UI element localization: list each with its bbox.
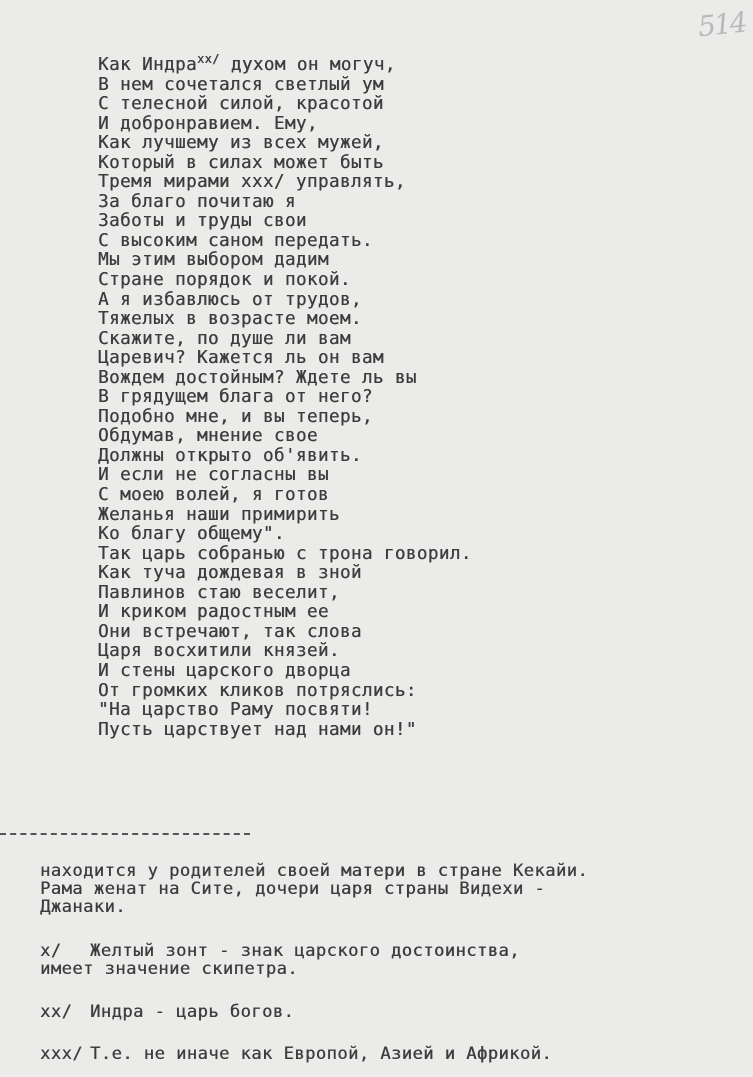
poem-line: Ко благу общему".	[98, 524, 285, 545]
poem-line-text: духом он могуч,	[219, 55, 396, 75]
poem-line: Желанья наши примирить	[98, 504, 340, 525]
footnote-text: Желтый зонт - знак царского достоинства,	[90, 941, 520, 961]
poem-line: С телесной силой, красотой	[98, 94, 384, 115]
footnote-reference-xx: xx/	[196, 52, 220, 66]
footnote-x	[40, 942, 740, 978]
poem-line: "На царство Раму посвяти!	[98, 700, 373, 721]
footnote-marker: x/	[40, 941, 62, 961]
footnote-xx	[40, 1003, 740, 1021]
poem-line: В нем сочетался светлый ум	[98, 74, 384, 95]
poem-line: Как лучшему из всех мужей,	[98, 133, 384, 154]
poem-line: Царевич? Кажется ль он вам	[98, 348, 384, 369]
poem-line: Обдумав, мнение свое	[98, 426, 318, 447]
poem-line-text: Как Индра	[98, 55, 197, 75]
poem-line: А я избавлюсь от трудов,	[98, 289, 362, 310]
poem-line: Вождем достойным? Ждете ль вы	[98, 367, 417, 388]
poem-line: От громких кликов потряслись:	[98, 680, 417, 701]
footnote-text: Индра - царь богов.	[90, 1002, 295, 1022]
footnote-continuation	[40, 862, 740, 916]
poem-line: Который в силах может быть	[98, 152, 384, 173]
poem-line: За благо почитаю я	[98, 191, 296, 212]
poem-line: И криком радостным ее	[98, 602, 329, 623]
poem-line: И стены царского дворца	[98, 660, 351, 681]
footnote-line	[40, 1003, 740, 1021]
poem-line: Тремя мирами xxx/ управлять,	[98, 172, 406, 193]
poem-line: И если не согласны вы	[98, 465, 329, 486]
poem-line: С высоким саном передать.	[98, 230, 373, 251]
poem-line: Так царь собранью с трона говорил.	[98, 543, 472, 564]
poem-line: И добронравием. Ему,	[98, 113, 318, 134]
footnote-marker: xxx/	[40, 1044, 83, 1064]
poem-line: Пусть царствует над нами он!"	[98, 719, 417, 740]
poem-line: Они встречают, так слова	[98, 621, 362, 642]
footnote-line: Рама женат на Сите, дочери царя страны Видехи -	[40, 879, 546, 899]
footnote-line: находится у родителей своей матери в стране Кекайи.	[40, 861, 589, 881]
poem-line: Мы этим выбором дадим	[98, 250, 329, 271]
poem-line: Скажите, по душе ли вам	[98, 328, 351, 349]
footnote-divider	[0, 833, 250, 835]
poem-line: Заботы и труды свои	[98, 211, 307, 232]
poem-line: Павлинов стаю веселит,	[98, 582, 340, 603]
poem-block	[98, 52, 658, 740]
poem-line: С моею волей, я готов	[98, 485, 329, 506]
poem-line: Тяжелых в возрасте моем.	[98, 309, 362, 330]
footnote-xxx	[40, 1045, 740, 1063]
footnote-line	[40, 942, 740, 960]
poem-line: Царя восхитили князей.	[98, 641, 340, 662]
footnote-line: Джанаки.	[40, 897, 126, 917]
poem-line: Стране порядок и покой.	[98, 270, 351, 291]
footnote-marker: xx/	[40, 1002, 73, 1022]
footnote-line: имеет значение скипетра.	[40, 959, 298, 979]
footnote-line	[40, 1045, 740, 1063]
poem-line: Как туча дождевая в зной	[98, 563, 362, 584]
poem-lines	[98, 76, 658, 741]
poem-line: Подобно мне, и вы теперь,	[98, 406, 373, 427]
poem-line	[98, 52, 658, 76]
poem-line: В грядущем блага от него?	[98, 387, 373, 408]
page-number: 514	[696, 5, 748, 44]
footnote-text: Т.е. не иначе как Европой, Азией и Африкой.	[90, 1044, 553, 1064]
poem-line: Должны открыто об'явить.	[98, 445, 362, 466]
